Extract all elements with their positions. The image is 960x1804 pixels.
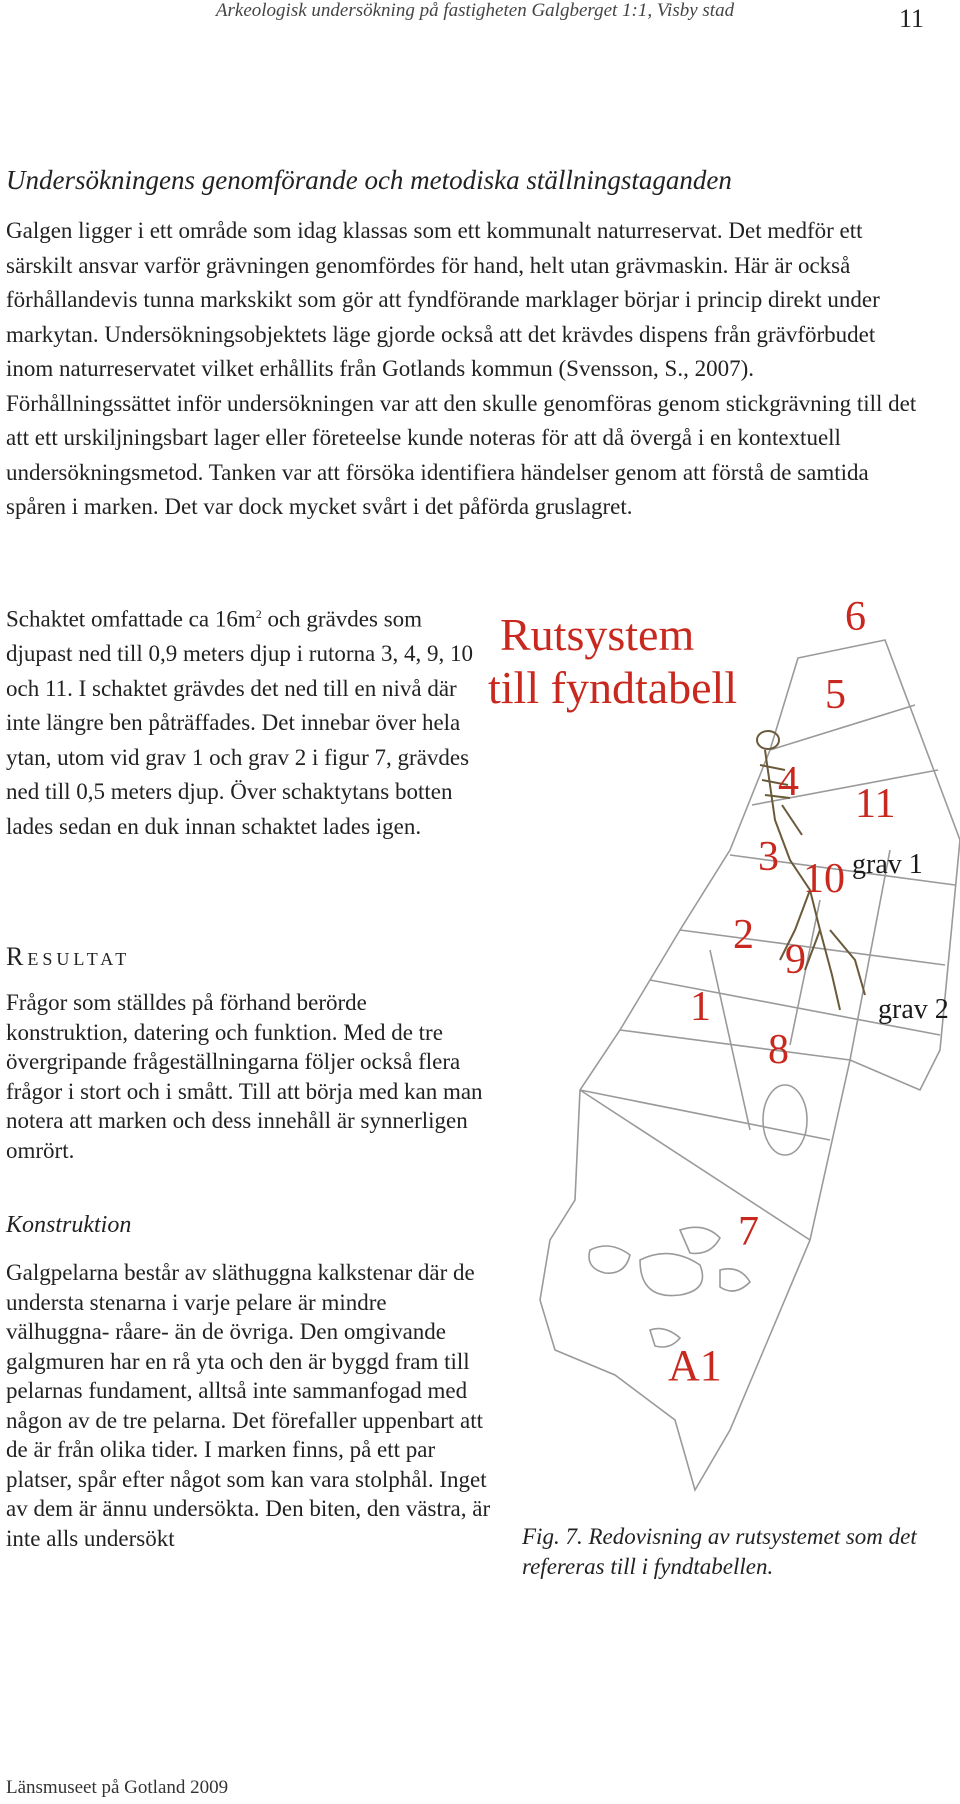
- method-paragraph: Galgen ligger i ett område som idag klassas som ett kommunalt naturreservat. Det medför ett särskilt ansvar varför grävningen genomfördes för hand, helt utan grävmaskin. Här är också förhållandevis tunna markskikt som gör att fyndförande marklager börjar i princip direkt under markytan. Undersökningsobjektets läge gjorde också att det krävdes dispens från grävförbudet inom naturreservatet vilket erhållits från Gotlands kommun (Svensson, S., 2007). Förhållningssättet inför undersökningen var att den skulle genomföras genom stickgrävning till det att ett urskiljningsbart lager eller företeelse kunde noteras för att då övergå i en kontextuell undersökningsmetod. Tanken var att försöka identifiera händelser genom att förstå de samtida spåren i marken. Det var dock mycket svårt i det påförda gruslagret.: [6, 218, 917, 519]
- schakt-text-end: och grävdes som djupast ned till 0,9 meters djup i rutorna 3, 4, 9, 10 och 11. I schaktet grävdes det ned till en nivå där inte längre ben påträffades. Det innebar över hela ytan, utom vid grav 1 och grav 2 i figur 7, grävdes ned till 0,5 meters djup. Över schaktytans botten lades sedan en duk innan schaktet lades igen.: [6, 606, 473, 839]
- figure-title-line2: till fyndtabell: [488, 662, 738, 713]
- page-number: 11: [898, 4, 924, 33]
- grid-system-figure: [488, 594, 960, 1490]
- cell-label-7: 7: [738, 1209, 759, 1255]
- figure-title-line1: Rutsystem: [500, 609, 695, 660]
- section-heading-method: Undersökningens genomförande och metodiska ställningstaganden: [6, 165, 732, 195]
- cell-label-1: 1: [690, 984, 711, 1030]
- grid-outline: [540, 640, 960, 1490]
- cell-labels: [488, 594, 895, 1390]
- cell-label-2: 2: [733, 912, 754, 958]
- cell-label-11: 11: [855, 781, 896, 827]
- cell-label-a1: A1: [668, 1341, 722, 1390]
- schakt-paragraph: [6, 597, 494, 844]
- running-header: Arkeologisk undersökning på fastigheten Galgberget 1:1, Visby stad: [215, 0, 735, 21]
- footer: Länsmuseet på Gotland 2009: [6, 1777, 229, 1798]
- label-grav-2: grav 2: [878, 994, 949, 1025]
- cell-label-9: 9: [785, 937, 806, 983]
- cell-label-5: 5: [825, 672, 846, 718]
- konstruktion-heading: Konstruktion: [6, 1212, 132, 1238]
- schakt-text-start: Schaktet omfattade ca 16m: [6, 606, 256, 632]
- squared-superscript: 2: [255, 607, 262, 621]
- resultat-heading: Resultat: [6, 942, 131, 971]
- grave-labels: [852, 849, 949, 1025]
- label-grav-1: grav 1: [852, 849, 923, 880]
- cell-label-10: 10: [803, 856, 845, 902]
- resultat-paragraph: Frågor som ställdes på förhand berörde konstruktion, datering och funktion. Med de tre övergripande frågeställningarna följer också flera frågor i stort och i smått. Till att börja med kan man notera att marken och dess innehåll är synnerligen omrört.: [6, 990, 483, 1163]
- cell-label-8: 8: [768, 1027, 789, 1073]
- figure-caption: Fig. 7. Redovisning av rutsystemet som det refereras till i fyndtabellen.: [522, 1524, 917, 1579]
- konstruktion-paragraph: Galgpelarna består av släthuggna kalkstenar där de understa stenarna i varje pelare är mindre välhuggna- råare- än de övriga. Den omgivande galgmuren har en rå yta och den är byggd fram till pelarnas fundament, alltså inte sammanfogad med någon av de tre pelarna. Det förefaller uppenbart att de är från olika tider. I marken finns, på ett par platser, spår efter något som kan vara stolphål. Inget av dem är ännu undersökta. Den biten, den västra, är inte alls undersökt: [6, 1260, 491, 1551]
- cell-label-4: 4: [778, 759, 799, 805]
- cell-label-6: 6: [845, 594, 866, 640]
- cell-label-3: 3: [758, 834, 779, 880]
